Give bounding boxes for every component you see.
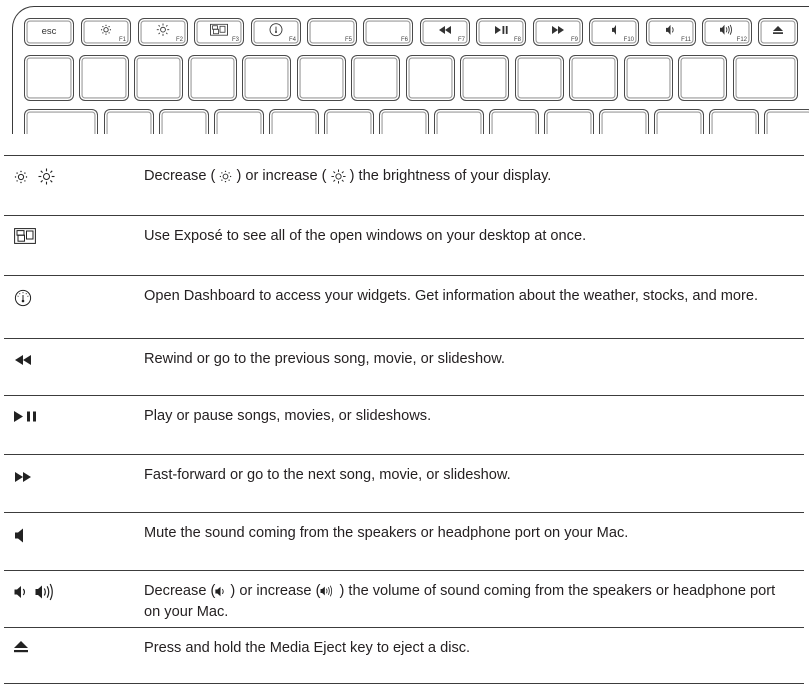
dashboard-icon: [14, 289, 32, 313]
table-row: [4, 215, 804, 275]
table-row: [4, 338, 804, 395]
key-blank: [79, 55, 129, 101]
table-row: [4, 275, 804, 338]
fast-forward-icon: [534, 26, 582, 37]
table-row: [4, 627, 804, 684]
fkey-label: F3: [231, 37, 239, 43]
key-blank: [709, 109, 759, 134]
row-description: Play or pause songs, movies, or slideshows.: [144, 408, 432, 424]
volume-keys-icon: [14, 583, 57, 602]
key-tab: [24, 109, 98, 134]
expose-icon: [14, 228, 36, 250]
row-description: Mute the sound coming from the speakers or headphone port on your Mac.: [144, 525, 629, 541]
key-f9: [533, 18, 583, 46]
brightness-down-icon: [219, 170, 232, 183]
key-blank: [297, 55, 346, 101]
key-blank: [515, 55, 564, 101]
eject-icon: [14, 641, 28, 659]
key-blank: [324, 109, 374, 134]
key-blank: [460, 55, 509, 101]
key-f4: [251, 18, 301, 46]
fkey-label: F2: [175, 37, 183, 43]
key-f7: [420, 18, 470, 46]
function-key-table: [4, 155, 804, 684]
key-f11: [646, 18, 696, 46]
key-eject: [758, 18, 798, 46]
key-blank: [569, 55, 618, 101]
fkey-label: F12: [736, 37, 747, 43]
fkey-label: F8: [513, 37, 521, 43]
eject-icon: [759, 26, 797, 37]
key-blank: [134, 55, 183, 101]
mute-icon: [590, 25, 638, 38]
row-description: Use Exposé to see all of the open windows on your desktop at once.: [144, 228, 587, 244]
key-blank: [214, 109, 264, 134]
key-blank: [544, 109, 594, 134]
key-f6: [363, 18, 413, 46]
row-description: Press and hold the Media Eject key to eject a disc.: [144, 640, 471, 656]
row-description: Open Dashboard to access your widgets. Get information about the weather, stocks, and more.: [144, 288, 759, 304]
key-f12: [702, 18, 752, 46]
key-blank: [242, 55, 291, 101]
play-pause-icon: [477, 26, 525, 37]
brightness-keys-icon: [14, 168, 55, 186]
key-esc: [24, 18, 74, 46]
mute-icon: [14, 528, 24, 549]
table-row: [4, 395, 804, 454]
row-description: Rewind or go to the previous song, movie, or slideshow.: [144, 351, 505, 367]
key-blank: [269, 109, 319, 134]
key-f2: [138, 18, 188, 46]
key-blank: [406, 55, 455, 101]
key-blank: [599, 109, 649, 134]
key-blank: [188, 55, 237, 101]
fkey-label: F4: [288, 37, 296, 43]
key-f3: [194, 18, 244, 46]
key-blank: [764, 109, 809, 134]
volume-down-icon: [647, 25, 695, 38]
key-blank: [489, 109, 539, 134]
key-blank: [24, 55, 74, 101]
fkey-label: F10: [623, 37, 634, 43]
volume-up-icon: [320, 585, 335, 597]
fast-forward-icon: [14, 470, 32, 488]
key-blank: [678, 55, 727, 101]
fkey-label: F11: [681, 37, 691, 43]
key-blank: [654, 109, 704, 134]
key-f1: [81, 18, 131, 46]
key-blank: [624, 55, 673, 101]
rewind-icon: [421, 26, 469, 37]
rewind-icon: [14, 353, 32, 371]
table-row: [4, 570, 804, 627]
keyboard-illustration: [0, 0, 809, 134]
fkey-label: F7: [457, 37, 465, 43]
key-esc-label: esc: [41, 25, 57, 37]
table-row: [4, 512, 804, 570]
key-blank: [351, 55, 400, 101]
key-blank: [159, 109, 209, 134]
key-f5: [307, 18, 357, 46]
play-pause-icon: [14, 410, 39, 428]
volume-down-icon: [215, 586, 226, 597]
key-delete: [733, 55, 798, 101]
row-description: Fast-forward or go to the next song, movie, or slideshow.: [144, 467, 511, 483]
fkey-label: F1: [118, 37, 126, 43]
fkey-label: F5: [344, 37, 352, 43]
row-description: Decrease ( ) or increase ( ) the brightness of your display.: [144, 168, 552, 184]
row-description: Decrease ( ) or increase ( ) the volume of sound coming from the speakers or headphone port on your Mac.: [144, 583, 776, 620]
key-blank: [379, 109, 429, 134]
fkey-label: F9: [570, 37, 578, 43]
key-f8: [476, 18, 526, 46]
key-blank: [434, 109, 484, 134]
brightness-up-icon: [331, 169, 346, 184]
key-f10: [589, 18, 639, 46]
table-row: [4, 155, 804, 215]
key-blank: [104, 109, 154, 134]
table-row: [4, 454, 804, 512]
fkey-label: F6: [400, 37, 408, 43]
